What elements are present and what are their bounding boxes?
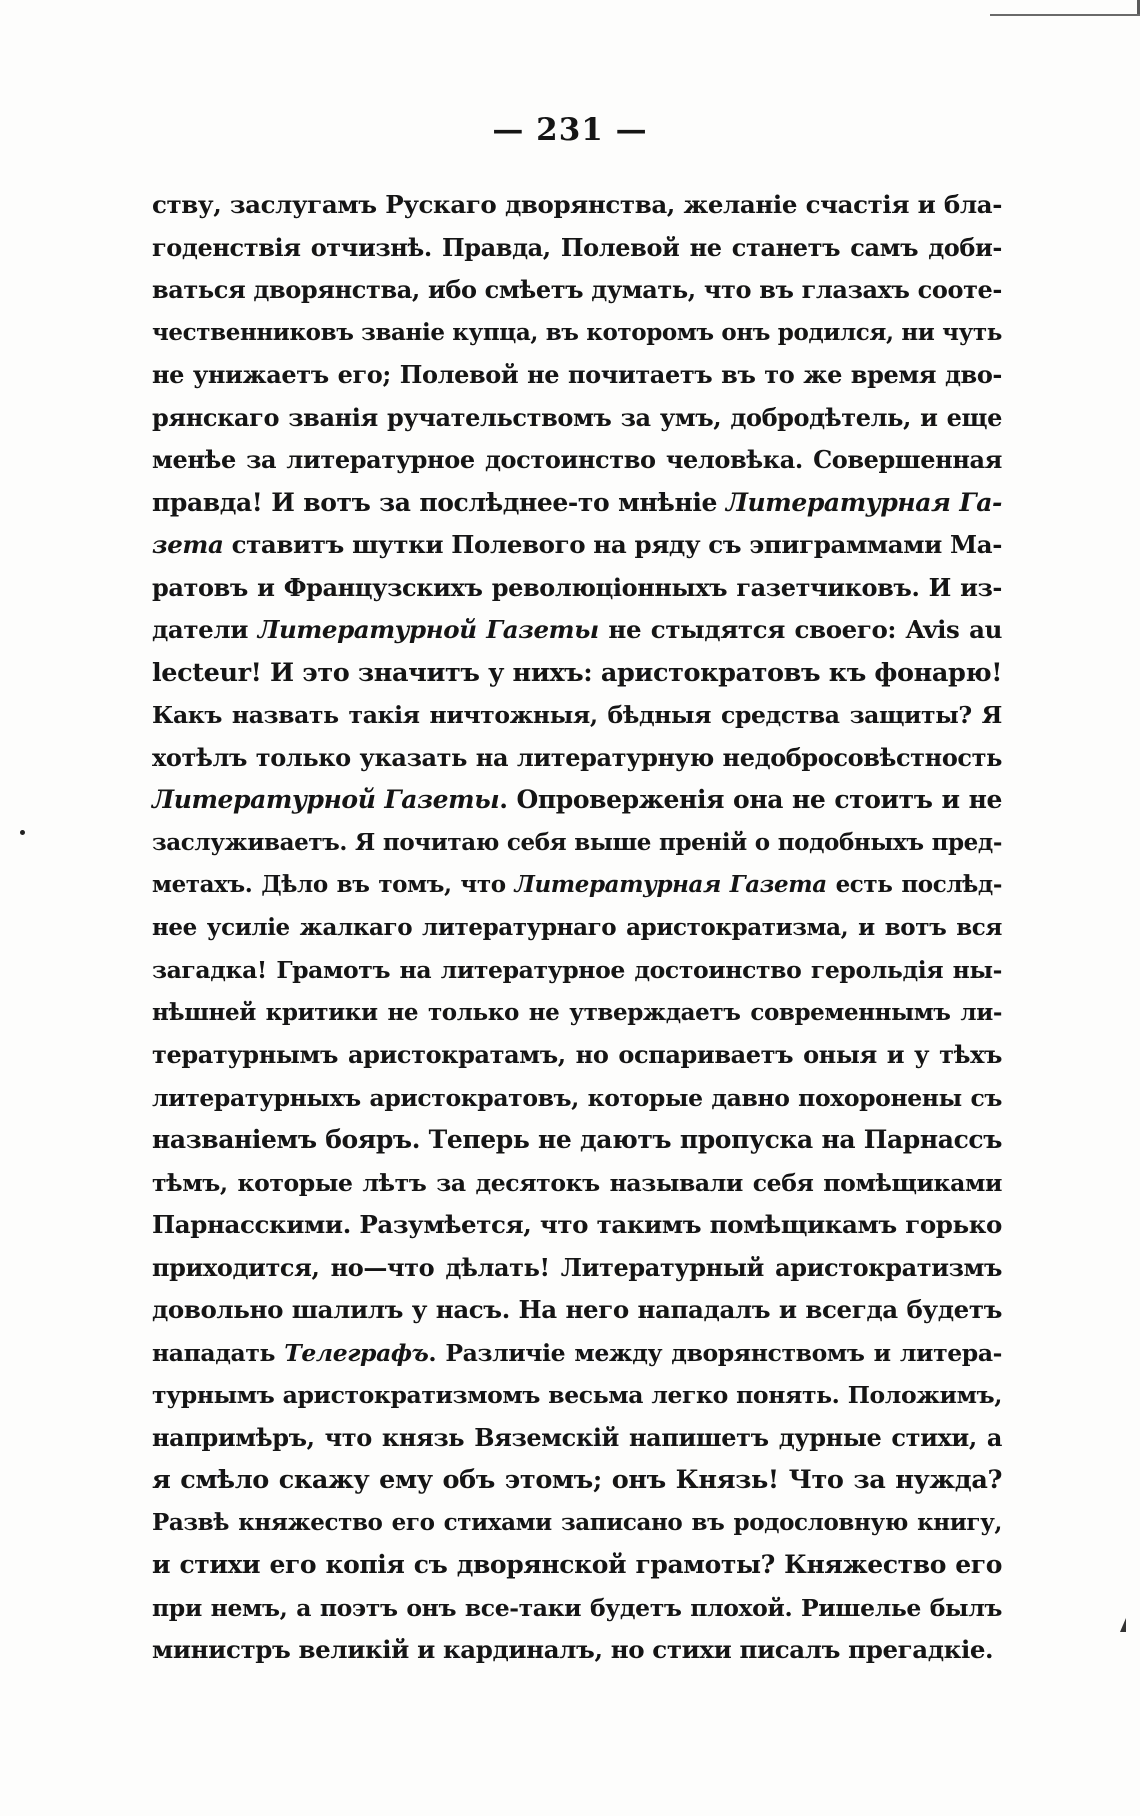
print-speck bbox=[20, 830, 25, 835]
text-line bbox=[152, 1332, 1002, 1375]
text-segment: датели bbox=[152, 615, 258, 644]
page-number: — 231 — bbox=[492, 112, 648, 148]
text-line: ваться дворянства, ибо смѣетъ думать, что въ глазахъ сооте- bbox=[152, 275, 1002, 304]
text-line: министръ великій и кардиналъ, но стихи писалъ прегадкіе. bbox=[152, 1635, 994, 1664]
text-line: литературныхъ аристократовъ, которые давно похоронены съ bbox=[152, 1083, 1002, 1112]
text-line: Развѣ княжество его стихами записано въ родословную книгу, bbox=[152, 1508, 1002, 1536]
text-line: названіемъ бояръ. Теперь не даютъ пропуска на Парнассъ bbox=[152, 1125, 1002, 1154]
text-line: приходится, но—что дѣлать! Литературный аристократизмъ bbox=[152, 1252, 1002, 1282]
text-segment: правда! И вотъ за послѣднее-то мнѣніе bbox=[152, 487, 726, 517]
text-line: нее усиліе жалкаго литературнаго аристократизма, и вотъ вся bbox=[152, 913, 1002, 941]
text-line bbox=[152, 779, 1002, 822]
text-line: тѣмъ, которые лѣтъ за десятокъ называли себя помѣщиками bbox=[152, 1168, 1002, 1197]
italic-title: Литературная Газета bbox=[514, 871, 827, 898]
page-corner-mark bbox=[990, 0, 1140, 16]
text-line: менѣе за литературное достоинство человѣка. Совершенная bbox=[152, 445, 1002, 474]
text-line: не унижаетъ его; Полевой не почитаетъ въ то же время дво- bbox=[152, 360, 1002, 389]
text-line bbox=[152, 524, 1002, 567]
text-segment: есть послѣд- bbox=[826, 871, 1002, 898]
text-segment: не стыдятся своего: Avis au bbox=[598, 615, 1003, 644]
text-line: турнымъ аристократизмомъ весьма легко понять. Положимъ, bbox=[152, 1381, 1002, 1409]
text-line: Какъ назвать такія ничтожныя, бѣдныя средства защиты? Я bbox=[152, 701, 1002, 729]
text-line: ратовъ и Французскихъ революціонныхъ газетчиковъ. И из- bbox=[152, 572, 1002, 602]
text-line bbox=[152, 482, 1002, 525]
text-line: при немъ, а поэтъ онъ все-таки будетъ плохой. Ришелье былъ bbox=[152, 1593, 1002, 1622]
text-line: ству, заслугамъ Рускаго дворянства, желаніе счастія и бла- bbox=[152, 190, 1002, 219]
text-line: lecteur! И это значитъ у нихъ: аристократовъ къ фонарю! bbox=[152, 657, 1002, 688]
text-line bbox=[152, 864, 1002, 907]
text-line: рянскаго званія ручательствомъ за умъ, добродѣтель, и еще bbox=[152, 402, 1002, 432]
text-line bbox=[152, 609, 1002, 652]
italic-title: зета bbox=[152, 530, 224, 559]
body-text bbox=[152, 184, 1002, 1672]
italic-title: Литературной Газеты bbox=[152, 785, 500, 814]
text-segment: метахъ. Дѣло въ томъ, что bbox=[152, 871, 515, 898]
text-segment: . Различіе между дворянствомъ и литера- bbox=[428, 1338, 1002, 1367]
text-line: я смѣло скажу ему объ этомъ; онъ Князь! Что за нужда? bbox=[152, 1465, 1002, 1495]
text-line: тературнымъ аристократамъ, но оспариваетъ оныя и у тѣхъ bbox=[152, 1040, 1002, 1069]
text-line: загадка! Грамотъ на литературное достоинство герольдія ны- bbox=[152, 956, 1002, 984]
text-line: напримѣръ, что князь Вяземскій напишетъ дурные стихи, а bbox=[152, 1422, 1002, 1452]
text-line: чественниковъ званіе купца, въ которомъ онъ родился, ни чуть bbox=[152, 318, 1002, 346]
italic-title: Телеграфъ bbox=[284, 1338, 429, 1367]
text-segment: нападать bbox=[152, 1338, 285, 1367]
text-line: хотѣлъ только указать на литературную недобросовѣстность bbox=[152, 742, 1002, 772]
text-line: и стихи его копія съ дворянской грамоты? Княжество его bbox=[152, 1550, 1002, 1579]
text-line: заслуживаетъ. Я почитаю себя выше преній о подобныхъ пред- bbox=[152, 828, 1002, 856]
text-segment: ставитъ шутки Полевого на ряду съ эпиграммами Ма- bbox=[223, 530, 1002, 559]
text-line: довольно шалилъ у насъ. На него нападалъ и всегда будетъ bbox=[152, 1295, 1002, 1324]
text-line: годенствія отчизнѣ. Правда, Полевой не станетъ самъ доби- bbox=[152, 232, 1002, 262]
text-line: нѣшней критики не только не утверждаетъ современнымъ ли- bbox=[152, 998, 1002, 1026]
text-segment: . Опроверженія она не стоитъ и не bbox=[499, 785, 1002, 814]
text-line: Парнасскими. Разумѣется, что такимъ помѣщикамъ горько bbox=[152, 1210, 1002, 1239]
margin-mark bbox=[1120, 1618, 1126, 1632]
italic-title: Литературной Газеты bbox=[257, 615, 599, 644]
italic-title: Литературная Га- bbox=[725, 487, 1002, 517]
